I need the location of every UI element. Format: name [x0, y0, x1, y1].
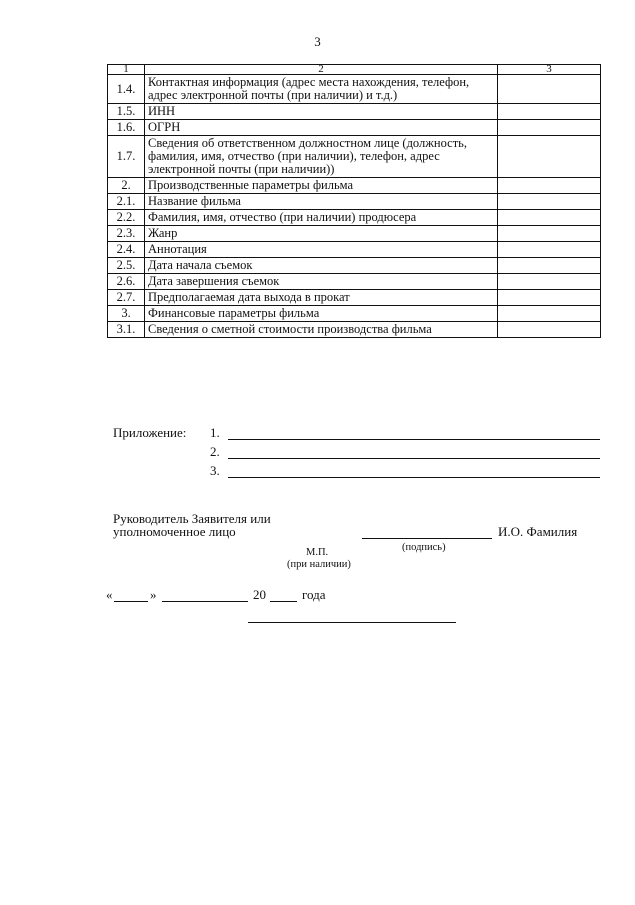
row-value-cell[interactable]	[498, 136, 601, 178]
table-header-row	[108, 65, 601, 75]
row-number: 1.4.	[108, 75, 145, 104]
table-row	[108, 104, 601, 120]
row-number: 2.4.	[108, 242, 145, 258]
seal-label: М.П.	[306, 547, 329, 558]
column-header-3: 3	[498, 65, 601, 75]
table-row	[108, 322, 601, 338]
attachment-item-1-line[interactable]	[228, 439, 600, 440]
row-value-cell[interactable]	[498, 210, 601, 226]
table-row	[108, 75, 601, 104]
attachment-item-1-number: 1.	[210, 425, 220, 440]
row-value-cell[interactable]	[498, 322, 601, 338]
page-number: 3	[314, 34, 321, 49]
row-description: ИНН	[145, 104, 498, 120]
row-description: Предполагаемая дата выхода в прокат	[145, 290, 498, 306]
table-row	[108, 242, 601, 258]
row-description: ОГРН	[145, 120, 498, 136]
form-table	[107, 64, 601, 338]
row-value-cell[interactable]	[498, 194, 601, 210]
date-suffix: года	[302, 587, 326, 602]
signer-title-line-1: Руководитель Заявителя или	[113, 511, 271, 526]
row-description: Аннотация	[145, 242, 498, 258]
row-description: Сведения о сметной стоимости производства фильма	[145, 322, 498, 338]
row-description: Дата завершения съемок	[145, 274, 498, 290]
table-row	[108, 226, 601, 242]
row-value-cell[interactable]	[498, 306, 601, 322]
row-number: 2.3.	[108, 226, 145, 242]
row-description: Название фильма	[145, 194, 498, 210]
row-number: 2.5.	[108, 258, 145, 274]
row-number: 1.5.	[108, 104, 145, 120]
date-year-line[interactable]	[270, 601, 297, 602]
row-number: 3.	[108, 306, 145, 322]
table-row	[108, 120, 601, 136]
row-value-cell[interactable]	[498, 104, 601, 120]
table-row	[108, 136, 601, 178]
row-value-cell[interactable]	[498, 178, 601, 194]
date-year-prefix: 20	[253, 587, 266, 602]
table-row	[108, 194, 601, 210]
signer-title-line-2: уполномоченное лицо	[113, 524, 236, 539]
row-value-cell[interactable]	[498, 258, 601, 274]
row-value-cell[interactable]	[498, 274, 601, 290]
signature-caption: (подпись)	[402, 542, 446, 553]
row-number: 2.	[108, 178, 145, 194]
row-description: Фамилия, имя, отчество (при наличии) продюсера	[145, 210, 498, 226]
date-close-quote: »	[150, 587, 157, 602]
table-row	[108, 306, 601, 322]
column-header-2: 2	[145, 65, 498, 75]
signature-line[interactable]	[362, 538, 492, 539]
attachment-item-3-line[interactable]	[228, 477, 600, 478]
row-value-cell[interactable]	[498, 242, 601, 258]
bottom-line	[248, 622, 456, 623]
attachment-item-3-number: 3.	[210, 463, 220, 478]
table-row	[108, 178, 601, 194]
row-description: Производственные параметры фильма	[145, 178, 498, 194]
table-row	[108, 258, 601, 274]
row-description: Дата начала съемок	[145, 258, 498, 274]
table-row	[108, 290, 601, 306]
row-value-cell[interactable]	[498, 75, 601, 104]
column-header-1: 1	[108, 65, 145, 75]
row-description: Сведения об ответственном должностном лице (должность, фамилия, имя, отчество (при наличии), телефон, адрес электронной почты (при наличии))	[145, 136, 498, 178]
date-open-quote: «	[106, 587, 113, 602]
attachment-item-2-line[interactable]	[228, 458, 600, 459]
row-number: 2.1.	[108, 194, 145, 210]
row-value-cell[interactable]	[498, 120, 601, 136]
date-day-line[interactable]	[114, 601, 148, 602]
row-number: 2.2.	[108, 210, 145, 226]
row-number: 2.7.	[108, 290, 145, 306]
attachment-label: Приложение:	[113, 425, 187, 440]
row-description: Контактная информация (адрес места нахождения, телефон, адрес электронной почты (при наличии) и т.д.)	[145, 75, 498, 104]
row-number: 1.6.	[108, 120, 145, 136]
row-number: 2.6.	[108, 274, 145, 290]
row-number: 1.7.	[108, 136, 145, 178]
seal-note: (при наличии)	[287, 559, 351, 570]
row-value-cell[interactable]	[498, 290, 601, 306]
row-value-cell[interactable]	[498, 226, 601, 242]
date-month-line[interactable]	[162, 601, 248, 602]
row-number: 3.1.	[108, 322, 145, 338]
row-description: Финансовые параметры фильма	[145, 306, 498, 322]
table-row	[108, 274, 601, 290]
table-row	[108, 210, 601, 226]
signer-name: И.О. Фамилия	[498, 524, 578, 539]
attachment-item-2-number: 2.	[210, 444, 220, 459]
row-description: Жанр	[145, 226, 498, 242]
